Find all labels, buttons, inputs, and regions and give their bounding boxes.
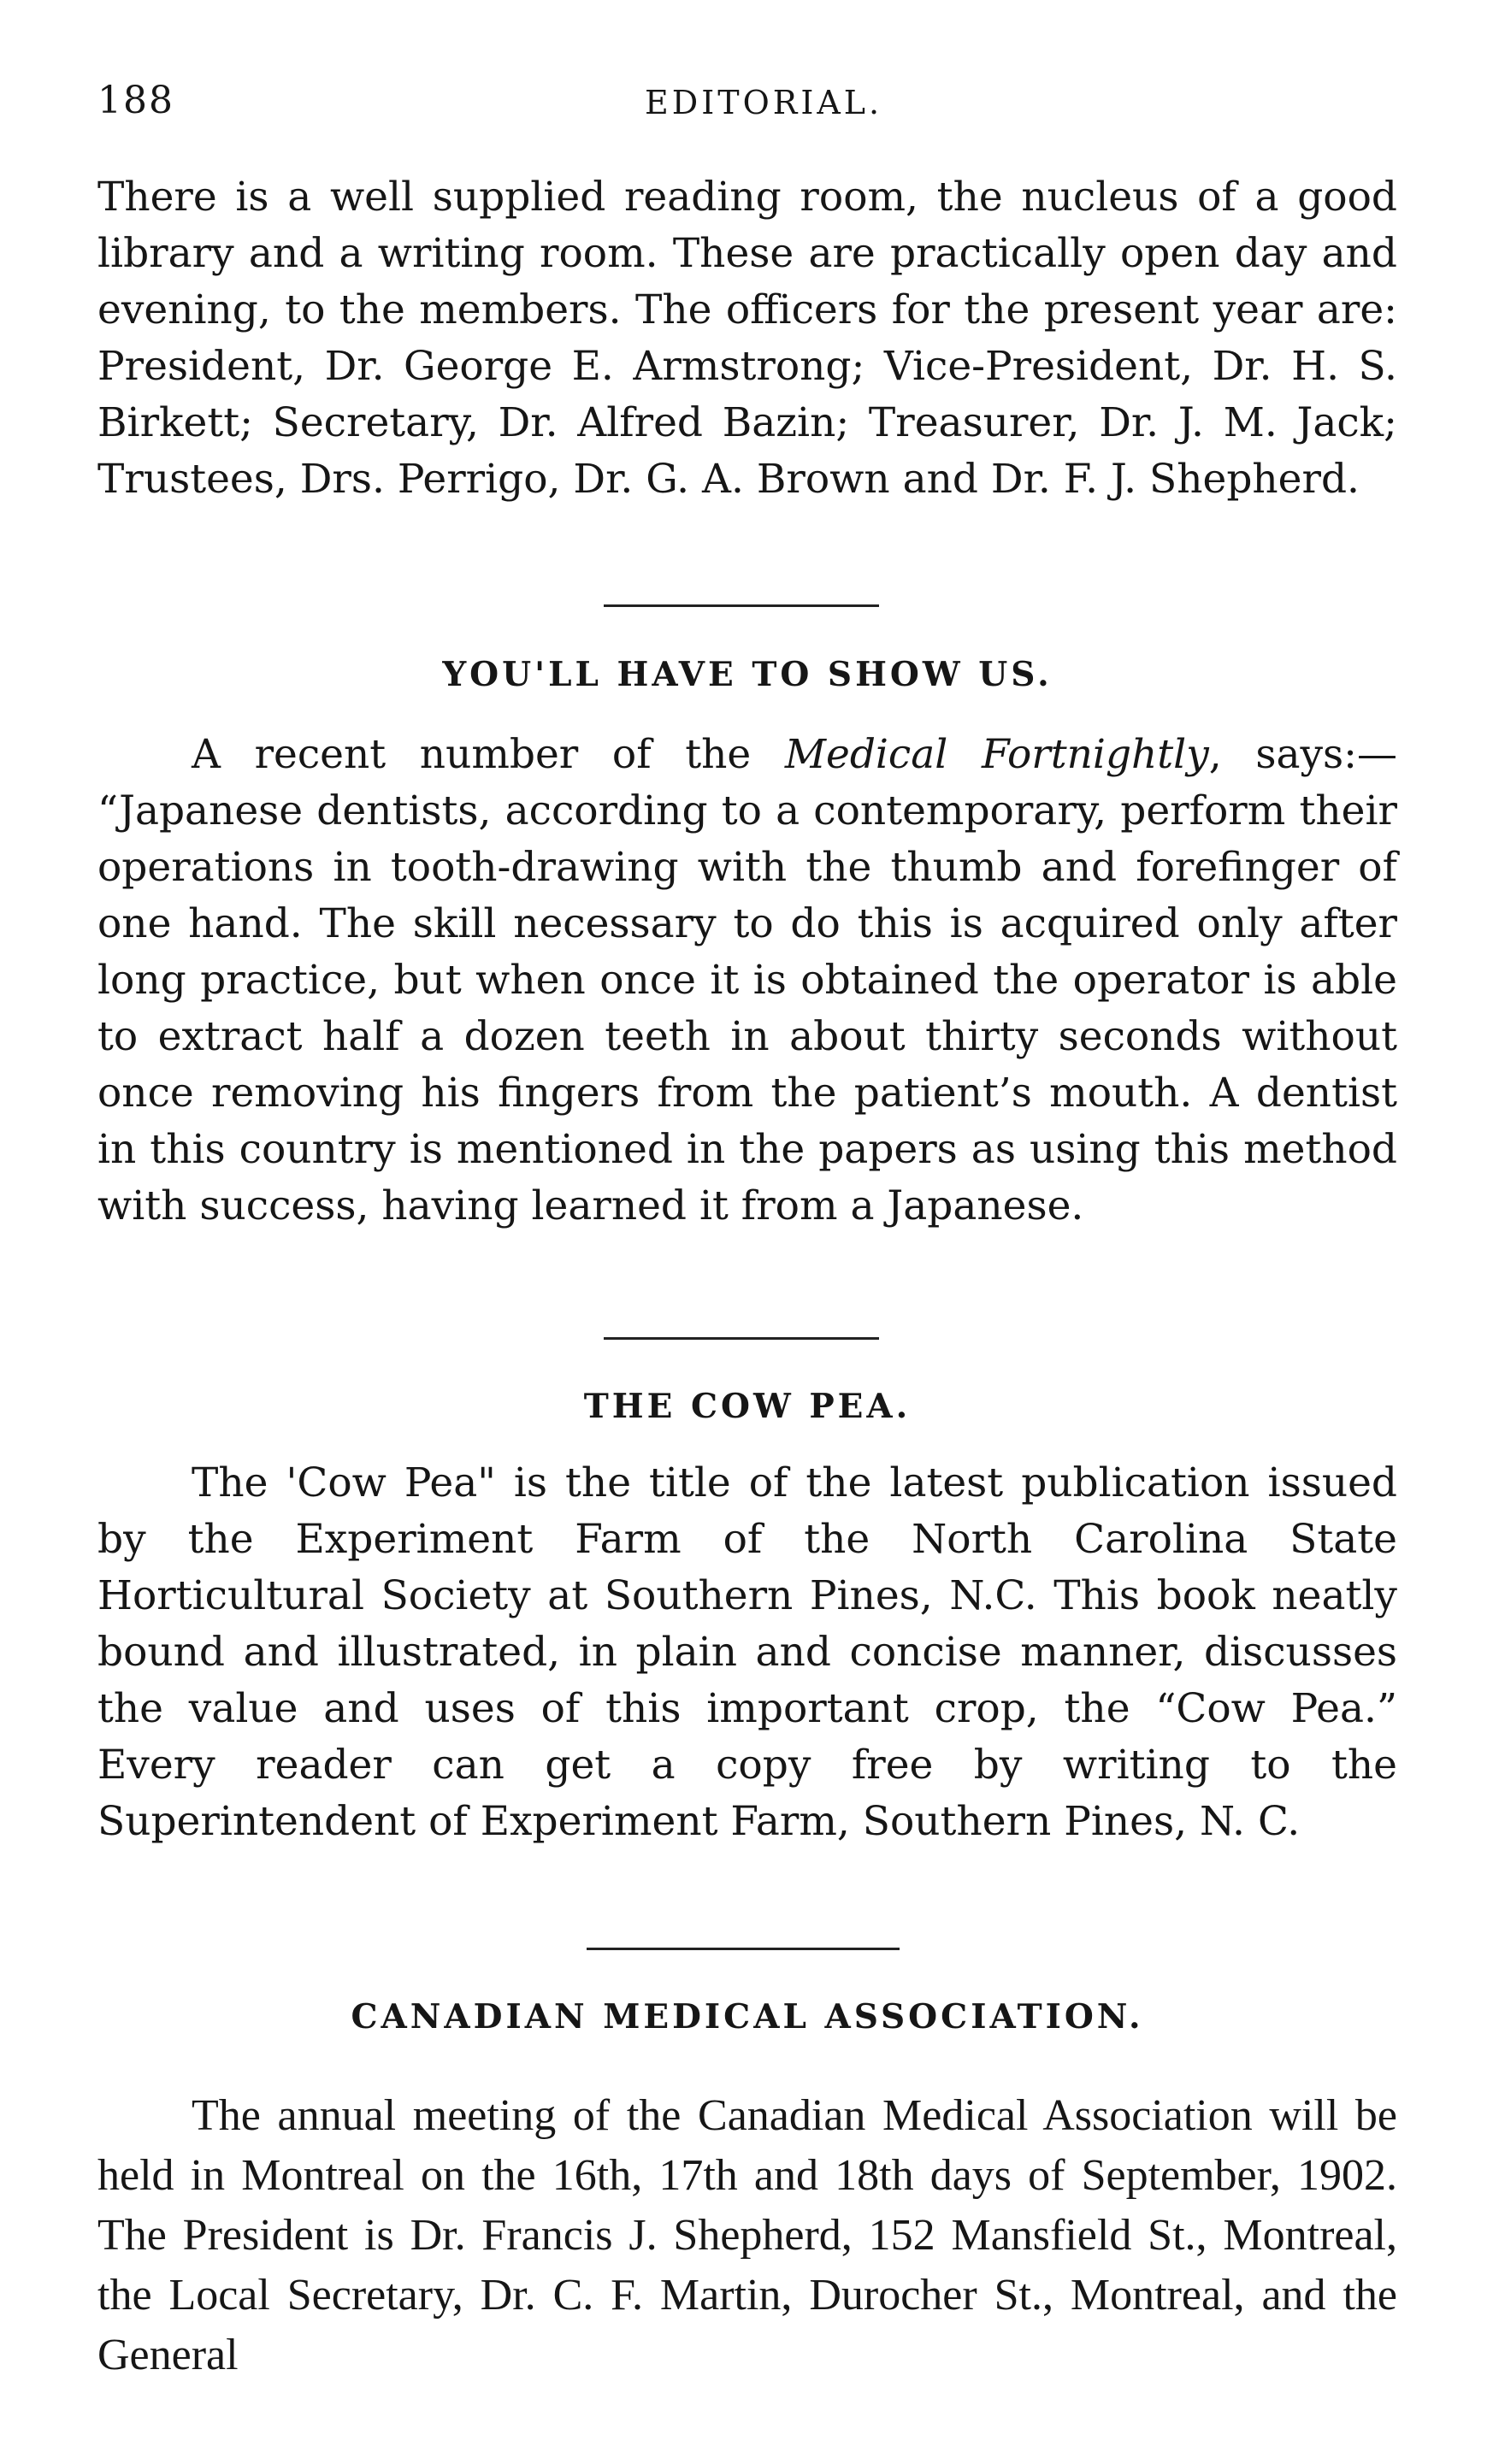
section-divider [604, 604, 879, 607]
section-heading-cow-pea: THE COW PEA. [583, 1387, 912, 1426]
section-divider [604, 1337, 879, 1340]
cma-paragraph: The annual meeting of the Canadian Medical Association will be held in Montreal on the 16th, 17th and 18th days of September, 1902. The President is Dr. Francis J. Shepherd, 152 Mansfield St., Montreal, the Local Secretary, Dr. C. F. Martin, Durocher St., Montreal, and the General [97, 2091, 1397, 2379]
running-title: EDITORIAL. [645, 84, 883, 121]
section-heading-cma: CANADIAN MEDICAL ASSOCIATION. [351, 1997, 1144, 2037]
publication-title: Medical Fortnightly [784, 731, 1209, 778]
dentists-paragraph [97, 727, 1397, 1235]
dentists-text-lead: A recent number of the [192, 731, 785, 778]
cow-pea-paragraph: The 'Cow Pea" is the title of the latest publication issued by the Experiment Farm of the North Carolina State Horticultural Society at Southern Pines, N.C. This book neatly bound and illustrated, in plain and concise manner, discusses the value and uses of this important crop, the “Cow Pea.” Every reader can get a copy free by writing to the Superintendent of Experiment Farm, Southern Pines, N. C. [97, 1459, 1397, 1845]
section-divider [587, 1948, 900, 1950]
running-head [97, 74, 1397, 133]
page-number: 188 [97, 79, 174, 122]
officers-paragraph: There is a well supplied reading room, the nucleus of a good library and a writing room. These are practically open day and evening, to the members. The officers for the present year are: President, Dr. George E. Armstrong; Vice-President, Dr. H. S. Birkett; Secretary, Dr. Alfred Bazin; Treasurer, Dr. J. M. Jack; Trustees, Drs. Perrigo, Dr. G. A. Brown and Dr. F. J. Shepherd. [97, 174, 1397, 503]
dentists-text-body: , says:— “Japanese dentists, according to a contemporary, perform their operations in tooth-drawing with the thumb and forefinger of one hand. The skill necessary to do this is acquired only after long practice, but when once it is obtained the operator is able to extract half a dozen teeth in about thirty seconds without once removing his fingers from the patient’s mouth. A dentist in this country is mentioned in the papers as using this method with success, having learned it from a Japanese. [97, 731, 1398, 1229]
section-heading-show-us: YOU'LL HAVE TO SHOW US. [442, 655, 1053, 694]
